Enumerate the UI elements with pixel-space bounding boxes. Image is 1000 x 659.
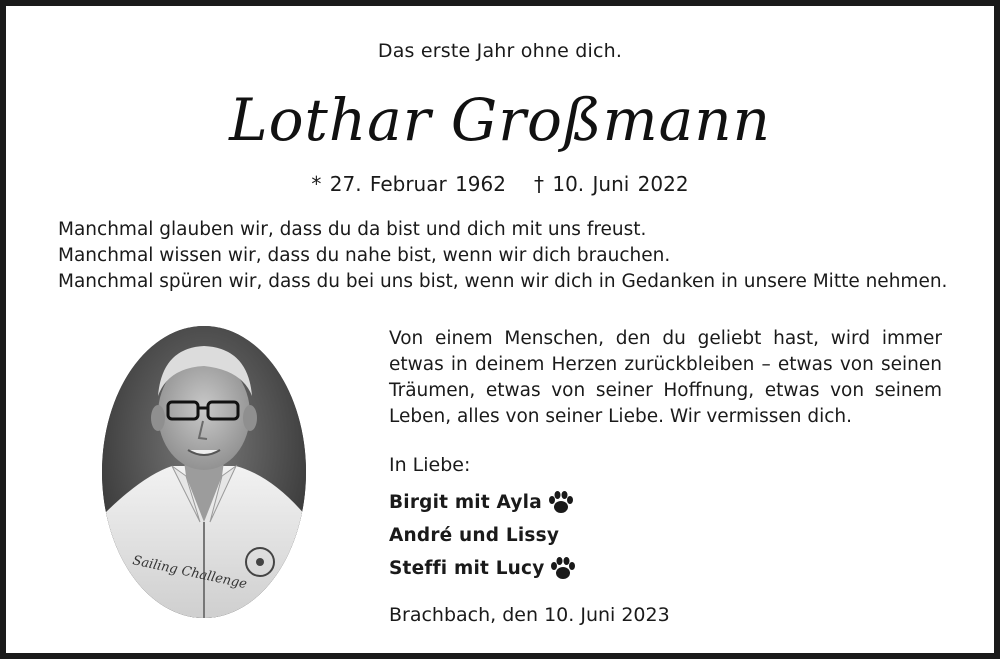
poem [58,217,958,295]
subtitle: Das erste Jahr ohne dich. [377,40,623,62]
portrait-photo [102,326,306,618]
mourner-entry [389,552,576,585]
mourner-name: Steffi mit Lucy [389,558,545,579]
in-love-label: In Liebe: [389,454,471,476]
birth-date: * 27. Februar 1962 [311,172,506,196]
mourners-list [389,486,576,585]
quote-line: Leben, alles von seiner Liebe. Wir vermissen dich. [389,406,853,427]
poem-line: Manchmal spüren wir, dass du bei uns bist, wenn wir dich in Gedanken in unsere Mitte nehmen. [58,271,948,292]
death-date: † 10. Juni 2022 [533,172,689,196]
mourner-name: Birgit mit Ayla [389,492,542,513]
shirt-embroidery: Sailing Challenge [131,553,249,593]
paw-icon [548,491,574,515]
quote-line: Träumen, etwas von seiner Hoffnung, etwas von seinem [389,380,942,401]
life-dates [6,172,994,196]
quote-line: Von einem Menschen, den du geliebt hast, wird immer [389,328,942,349]
poem-line: Manchmal glauben wir, dass du da bist und dich mit uns freust. [58,219,647,240]
paw-icon [550,557,576,581]
mourner-entry [389,486,576,519]
poem-line: Manchmal wissen wir, dass du nahe bist, wenn wir dich brauchen. [58,245,671,266]
memorial-quote [389,326,942,430]
place-date: Brachbach, den 10. Juni 2023 [389,604,670,626]
deceased-name: Lothar Großmann [229,86,771,154]
mourner-entry [389,519,576,552]
mourner-name: André und Lissy [389,525,560,546]
quote-line: etwas in deinem Herzen zurückbleiben – etwas von seinen [389,354,942,375]
portrait-illustration [102,326,306,618]
